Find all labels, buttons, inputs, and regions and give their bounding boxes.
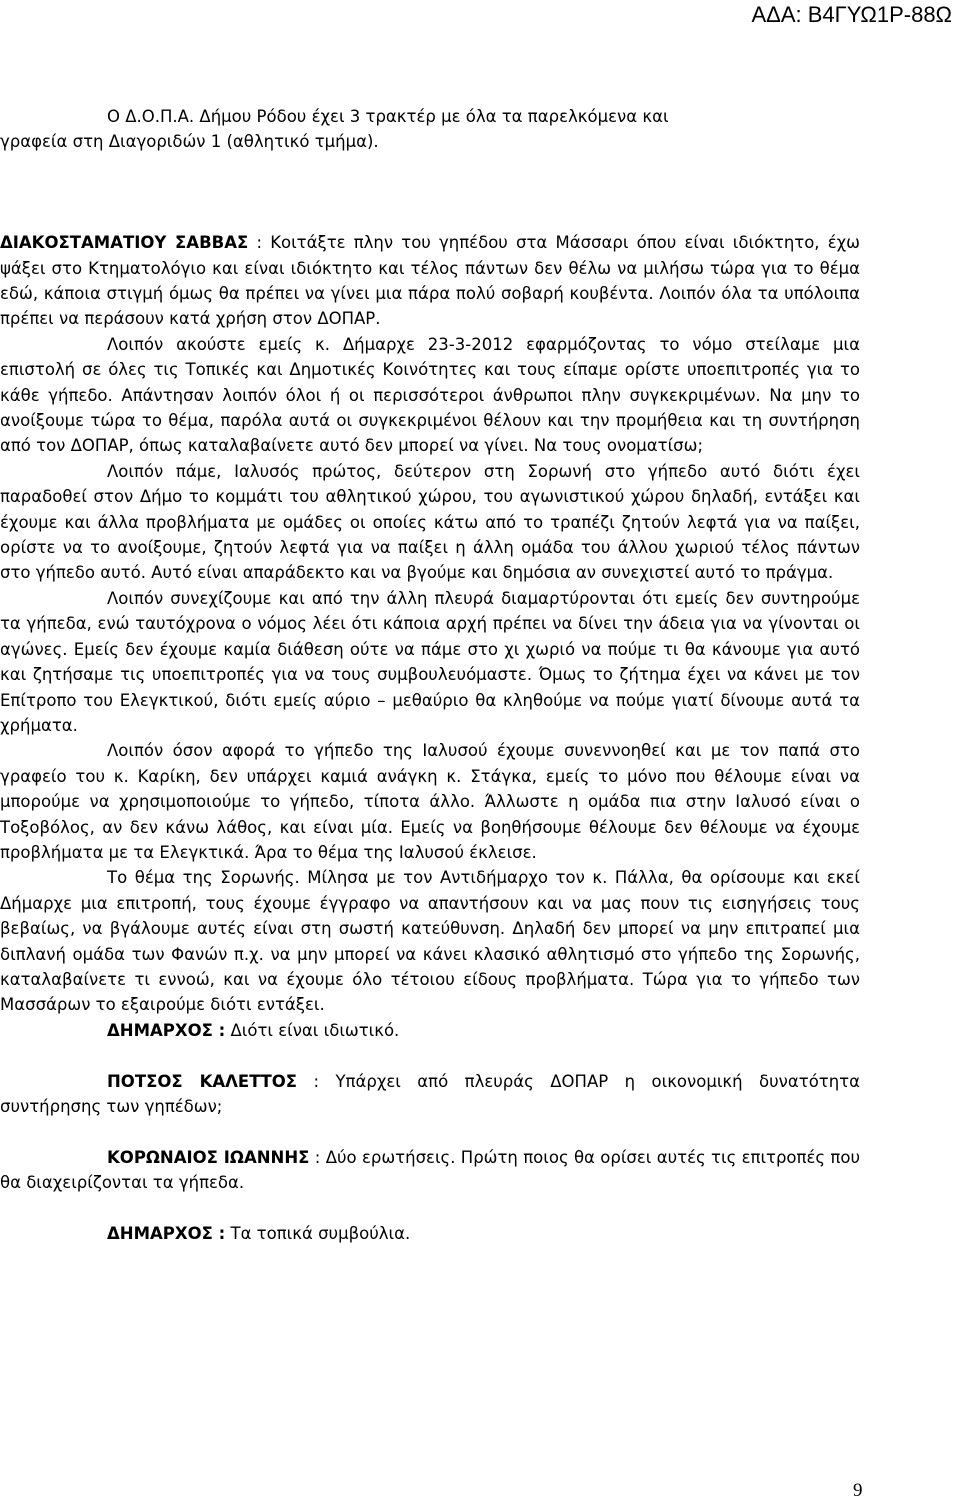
paragraph: Λοιπόν πάμε, Ιαλυσός πρώτος, δεύτερον στη Σορωνή στο γήπεδο αυτό διότι έχει παραδοθεί στον Δήμο το κομμάτι του αθλητικού χώρου, του αγωνιστικού χώρου δηλαδή, εντάξει και έχουμε και άλλα προβλήματα με ομάδες οι οποίες κάτω από το τραπέζι ζητούν λεφτά για να παίξει, ορίστε να το ανοίξουμε, ζητούν λεφτά για να παίξει η άλλη ομάδα του άλλου χωριού τέλος πάντων στο γήπεδο αυτό. Αυτό είναι απαράδεκτο και να βγούμε και δημόσια αν συνεχιστεί αυτό το πράγμα. bbox=[0, 461, 860, 583]
intro-line-1: Ο Δ.Ο.Π.Α. Δήμου Ρόδου έχει 3 τρακτέρ με όλα τα παρελκόμενα και bbox=[107, 107, 669, 126]
speech-text: Διότι είναι ιδιωτικό. bbox=[230, 1020, 400, 1040]
speech-text: Υπάρχει από πλευράς ΔΟΠΑΡ η οικονομική δυνατότητα συντήρησης των γηπέδων; bbox=[0, 1071, 860, 1116]
speaker-block: ΔΙΑΚΟΣΤΑΜΑΤΙΟΥ ΣΑΒΒΑΣ : Κοιτάξτε πλην του γηπέδου στα Μάσσαρι όπου είναι ιδιόκτητο, έχω ψάξει στο Κτηματολόγιο και είναι ιδιόκτητο και τέλος πάντων δεν θέλω να μιλήσω τώρα για το θέμα εδώ, κάποια στιγμή όμως θα πρέπει να γίνει μια πάρα πολύ σοβαρή κουβέντα. Λοιπόν όλα τα υπόλοιπα πρέπει να περάσουν κατά χρήση στον ΔΟΠΑΡ. bbox=[0, 233, 860, 329]
speech-text: Τα τοπικά συμβούλια. bbox=[230, 1224, 411, 1243]
speaker-name: ΔΗΜΑΡΧΟΣ : bbox=[107, 1224, 226, 1243]
speech-text: Δύο ερωτήσεις. Πρώτη ποιος θα ορίσει αυτές τις επιτροπές που θα διαχειρίζονται τα γήπεδα. bbox=[0, 1147, 860, 1193]
intro-line-2: γραφεία στη Διαγοριδών 1 (αθλητικό τμήμα). bbox=[0, 132, 379, 152]
speech-text: Κοιτάξτε πλην του γηπέδου στα Μάσσαρι όπου είναι ιδιόκτητο, έχω ψάξει στο Κτηματολόγιο και είναι ιδιόκτητο και τέλος πάντων δεν θέλω να μιλήσω τώρα για το θέμα εδώ, κάποια στιγμή όμως θα πρέπει να γίνει μια πάρα πολύ σοβαρή κουβέντα. Λοιπόν όλα τα υπόλοιπα πρέπει να περάσουν κατά χρήση στον ΔΟΠΑΡ. bbox=[0, 233, 860, 329]
speaker-name: ΔΗΜΑΡΧΟΣ : bbox=[107, 1020, 226, 1040]
paragraph: Λοιπόν όσον αφορά το γήπεδο της Ιαλυσού έχουμε συνεννοηθεί και με τον παπά στο γραφείο του κ. Καρίκη, δεν υπάρχει καμιά ανάγκη κ. Στάγκα, εμείς το μόνο που θέλουμε είναι να μπορούμε να χρησιμοποιούμε το γήπεδο, τίποτα άλλο. Άλλωστε η ομάδα πια στην Ιαλυσό είναι ο Τοξοβόλος, αν δεν κάνω λάθος, και είναι μία. Εμείς να βοηθήσουμε θέλουμε δεν θέλουμε να έχουμε προβλήματα με τα Ελεγκτικά. Άρα το θέμα της Ιαλυσού έκλεισε. bbox=[0, 741, 860, 862]
paragraph: Το θέμα της Σορωνής. Μίλησα με τον Αντιδήμαρχο τον κ. Πάλλα, θα ορίσουμε και εκεί Δήμαρχε μια επιτροπή, τους έχουμε έγγραφο να απαντήσουν και να μας πουν τις εισηγήσεις τους βεβαίως, να βγάλουμε αυτές είναι στη σωστή κατεύθυνση. Δηλαδή δεν μπορεί να μην επιτραπεί μια διπλανή ομάδα των Φανών π.χ. να μην μπορεί να κάνει κλασικό αθλητισμό στο γήπεδο της Σορωνής, καταλαβαίνετε τι εννοώ, και να έχουμε όλο τέτοιου είδους προβλήματα. Τώρα για το γήπεδο των Μασσάρων το εξαιρούμε διότι εντάξει. bbox=[0, 868, 860, 1015]
speaker-name: ΚΟΡΩΝΑΙΟΣ ΙΩΑΝΝΗΣ bbox=[107, 1147, 310, 1167]
paragraph: Λοιπόν ακούστε εμείς κ. Δήμαρχε 23-3-2012 εφαρμόζοντας το νόμο στείλαμε μια επιστολή σε όλες τις Τοπικές και Δημοτικές Κοινότητες και τους είπαμε ορίστε υποεπιτροπές για το κάθε γήπεδο. Απάντησαν λοιπόν όλοι ή οι περισσότεροι άνθρωποι πλην συγκεκριμένων. Να μην το ανοίξουμε τώρα το θέμα, παρόλα αυτά οι συγκεκριμένοι θέλουν και την προμήθεια και τη συντήρηση από τον ΔΟΠΑΡ, όπως καταλαβαίνετε αυτό δεν μπορεί να γίνει. Να τους ονοματίσω; bbox=[0, 334, 860, 456]
speaker-block: ΚΟΡΩΝΑΙΟΣ ΙΩΑΝΝΗΣ : Δύο ερωτήσεις. Πρώτη ποιος θα ορίσει αυτές τις επιτροπές που θα διαχειρίζονται τα γήπεδα. bbox=[0, 1147, 860, 1193]
speaker-name: ΠΟΤΣΟΣ ΚΑΛΕΤΤΟΣ bbox=[107, 1071, 298, 1091]
paragraph: Λοιπόν συνεχίζουμε και από την άλλη πλευρά διαμαρτύρονται ότι εμείς δεν συντηρούμε τα γήπεδα, ενώ ταυτόχρονα ο νόμος λέει ότι κάποια αρχή πρέπει να δίνει την άδεια για να γίνονται οι αγώνες. Εμείς δεν έχουμε καμία διάθεση ούτε να πάμε στο χι χωριό να πούμε τι θα κάνουμε για αυτό και ζητήσαμε τις υποεπιτροπές για να τους συμβουλευόμαστε. Όμως το ζήτημα έχει να κάνει με τον Επίτροπο του Ελεγκτικού, διότι εμείς αύριο – μεθαύριο θα κληθούμε να πούμε γιατί δίνουμε αυτά τα χρήματα. bbox=[0, 588, 860, 735]
page-number: 9 bbox=[853, 1480, 863, 1501]
speaker-block bbox=[0, 1018, 860, 1043]
speaker-block bbox=[0, 1221, 860, 1246]
ada-code: ΑΔΑ: Β4ΓΥΩ1Ρ-88Ω bbox=[751, 2, 952, 27]
document-body bbox=[0, 104, 860, 1246]
speaker-block: ΠΟΤΣΟΣ ΚΑΛΕΤΤΟΣ : Υπάρχει από πλευράς ΔΟΠΑΡ η οικονομική δυνατότητα συντήρησης των γηπέδων; bbox=[0, 1071, 860, 1116]
speaker-name: ΔΙΑΚΟΣΤΑΜΑΤΙΟΥ ΣΑΒΒΑΣ bbox=[0, 233, 249, 253]
